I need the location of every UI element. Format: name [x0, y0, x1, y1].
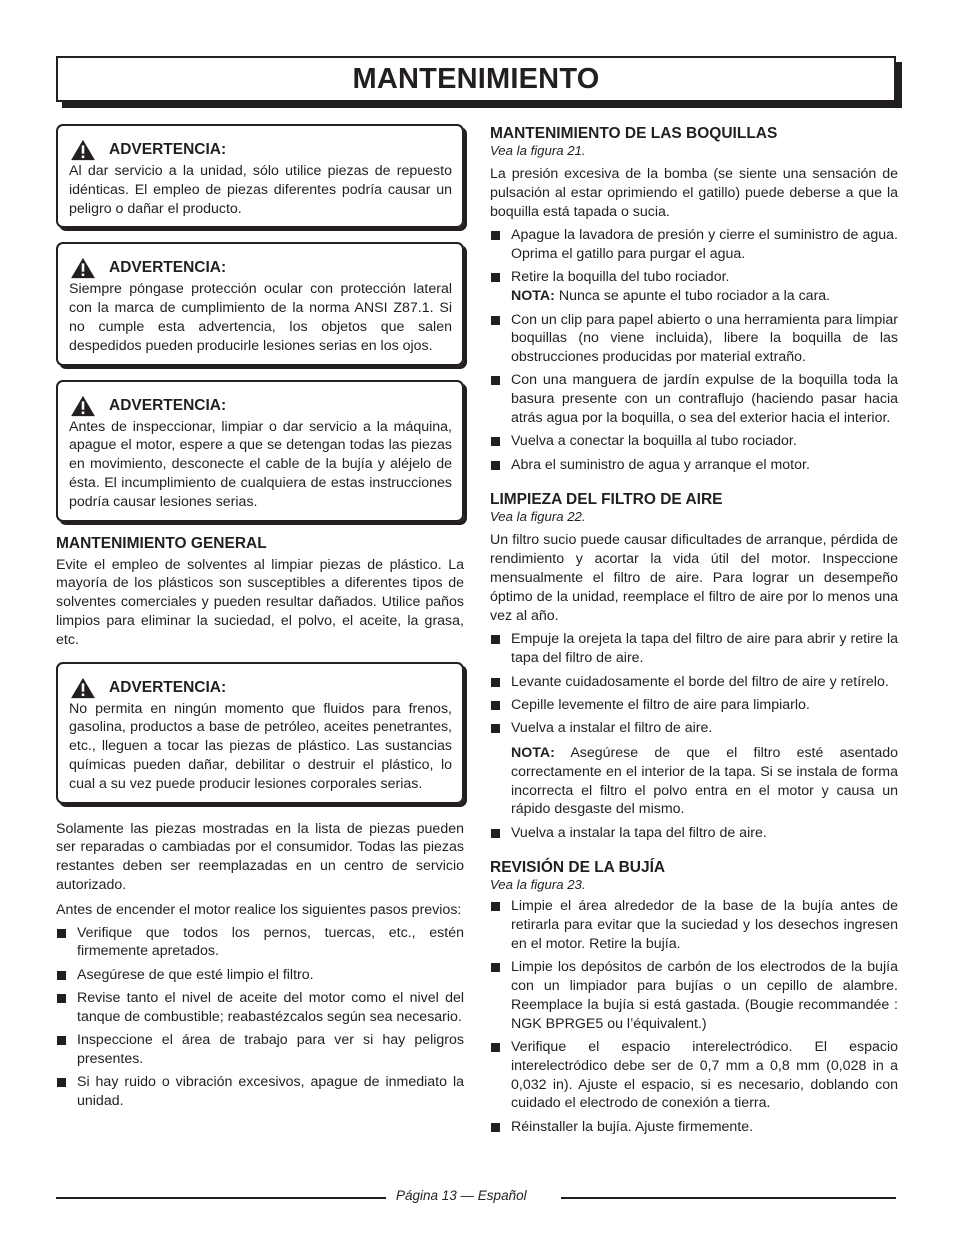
figure-reference: Vea la figura 21.: [490, 143, 586, 158]
warning-title: ADVERTENCIA:: [109, 259, 227, 277]
list-item: Empuje la orejeta la tapa del filtro de aire para abrir y retire la tapa del filtro de aire.: [490, 630, 898, 668]
warning-text: No permita en ningún momento que fluidos para frenos, gasolina, productos a base de petróleo, aceites penetrantes, etc., lleguen a tocar las piezas de plástico. Las sustancias químicas pueden dañar, debilitar o destruir el plástico, lo cual a su vez puede producir lesiones corporales serias.: [69, 700, 452, 792]
nozzle-steps: [490, 226, 898, 474]
filter-text: Un filtro sucio puede causar dificultades de arranque, pérdida de rendimiento y acortar la vida útil del motor. Inspeccione mensualmente el filtro de aire. Para lograr un desempeño óptimo de la unidad, reemplace el filtro de aire por lo menos una vez al año.: [490, 532, 898, 624]
list-item: Cepille levemente el filtro de aire para limpiarlo.: [490, 696, 898, 715]
section-heading-filter: LIMPIEZA DEL FILTRO DE AIRE: [490, 491, 723, 509]
parts-paragraph: Solamente las piezas mostradas en la lista de piezas pueden ser reparadas o cambiadas por el consumidor. Todas las piezas restantes deben ser reemplazadas en un centro de servicio autorizado.: [56, 820, 464, 893]
warning-text: Al dar servicio a la unidad, sólo utilice piezas de repuesto idénticas. El empleo de piezas diferentes podría causar un peligro o dañar el producto.: [69, 163, 452, 217]
nozzles-text: La presión excesiva de la bomba (se siente una sensación de pulsación al estar oprimiendo el gatillo) puede deberse a que la boquilla está tapada o sucia.: [490, 166, 898, 220]
warning-text: Siempre póngase protección ocular con protección lateral con la marca de cumplimiento de la norma ANSI Z87.1. Si no cumple esta advertencia, los objetos que salen despedidos pueden producirle lesiones serias en los ojos.: [69, 281, 452, 354]
steps-intro: Antes de encender el motor realice los siguientes pasos previos:: [56, 901, 462, 918]
general-text: Evite el empleo de solventes al limpiar piezas de plástico. La mayoría de los plásticos son susceptibles a diferentes tipos de solventes comerciales y pueden resultar dañados. Utilice paños limpios para eliminar la suciedad, el polvo, el aceite, la grasa, etc.: [56, 556, 464, 648]
warning-box: [56, 662, 464, 804]
list-item: Limpie los depósitos de carbón de los electrodos de la bujía con un limpiador para bujías o un cepillo de alambre. Reemplace la bujía si está gastada. (Bougie recommandée : NGK BPRGE5 ou l’équivalent.): [490, 958, 898, 1033]
list-item: Abra el suministro de agua y arranque el motor.: [490, 456, 898, 475]
list-item: Limpie el área alrededor de la base de la bujía antes de retirarla para evitar que la suciedad y los desechos ingresen en el motor. Retire la bujía.: [490, 897, 898, 953]
list-item: Verifique el espacio interelectródico. El espacio interelectródico debe ser de 0,7 mm a 0,8 mm (0,028 in a 0,032 in). Ajuste el espacio, si es necesario, doblando con cuidado el electrodo de conexión a tierra.: [490, 1038, 898, 1113]
list-item: Con una manguera de jardín expulse de la boquilla toda la basura presente con un contraflujo (haciendo pasar hacia atrás agua por la boquilla, o sea del exterior hacia el interior.: [490, 371, 898, 427]
warning-triangle-icon: [69, 257, 97, 279]
pre-start-steps: [56, 924, 464, 1111]
list-item: Vuelva a instalar la tapa del filtro de aire.: [490, 824, 898, 843]
footer-rule-left: [56, 1197, 386, 1199]
filter-note: NOTA: Asegúrese de que el filtro esté asentado correctamente en el interior de la tapa. Si se instala de forma incorrecta el filtro el polvo entra en el motor y causa un rápido desgaste del mismo.: [511, 744, 898, 818]
footer-text: Página 13 — Español: [396, 1188, 527, 1203]
right-column: [490, 124, 898, 1141]
page-title-box: [56, 56, 896, 102]
footer-rule-right: [561, 1197, 896, 1199]
spark-plug-steps: [490, 897, 898, 1136]
list-item: Retire la boquilla del tubo rociador. NOTA: Nunca se apunte el tubo rociador a la cara.: [490, 268, 898, 306]
warning-triangle-icon: [69, 139, 97, 161]
warning-title: ADVERTENCIA:: [109, 141, 227, 158]
warning-triangle-icon: [69, 677, 97, 699]
section-heading-nozzles: MANTENIMIENTO DE LAS BOQUILLAS: [490, 125, 778, 142]
list-item: Apague la lavadora de presión y cierre el suministro de agua. Oprima el gatillo para purgar el agua.: [490, 226, 898, 264]
warning-triangle-icon: [69, 395, 97, 417]
figure-reference: Vea la figura 23.: [490, 877, 586, 893]
list-item: Si hay ruido o vibración excesivos, apague de inmediato la unidad.: [56, 1073, 464, 1111]
list-item: Con un clip para papel abierto o una herramienta para limpiar boquillas (no viene incluida), libere la boquilla de las obstrucciones producidas por material extraño.: [490, 311, 898, 367]
note-label: NOTA:: [511, 744, 555, 761]
note-label: NOTA:: [511, 288, 555, 305]
section-heading-general: MANTENIMIENTO GENERAL: [56, 534, 267, 552]
list-item: Verifique que todos los pernos, tuercas, etc., estén firmemente apretados.: [56, 924, 464, 962]
list-item: Levante cuidadosamente el borde del filtro de aire y retírelo.: [490, 673, 898, 692]
filter-steps-final: [490, 824, 898, 843]
warning-box: [56, 242, 464, 365]
list-item: Inspeccione el área de trabajo para ver si hay peligros presentes.: [56, 1031, 464, 1069]
page-title: MANTENIMIENTO: [352, 62, 600, 95]
list-item: Réinstaller la bujía. Ajuste firmemente.: [490, 1118, 898, 1137]
section-heading-spark-plug: REVISIÓN DE LA BUJÍA: [490, 859, 666, 877]
warning-box: [56, 380, 464, 522]
left-column: [56, 124, 464, 1115]
list-item: Vuelva a instalar el filtro de aire.: [490, 719, 898, 738]
list-item: Asegúrese de que esté limpio el filtro.: [56, 966, 464, 985]
warning-box: [56, 124, 464, 228]
list-item: Vuelva a conectar la boquilla al tubo rociador.: [490, 432, 898, 451]
figure-reference: Vea la figura 22.: [490, 509, 586, 525]
warning-text: Antes de inspeccionar, limpiar o dar servicio a la máquina, apague el motor, espere a que se detengan todas las piezas en movimiento, desconecte el cable de la bujía y aléjelo de ésta. El incumplimiento de cualquiera de estas instrucciones podría causar lesiones serias.: [69, 418, 452, 510]
warning-title: ADVERTENCIA:: [109, 396, 227, 414]
filter-steps: [490, 630, 898, 737]
page-footer: [56, 1188, 896, 1206]
list-item: Revise tanto el nivel de aceite del motor como el nivel del tanque de combustible; reabastézcalos según sea necesario.: [56, 989, 464, 1027]
warning-title: ADVERTENCIA:: [109, 678, 227, 696]
